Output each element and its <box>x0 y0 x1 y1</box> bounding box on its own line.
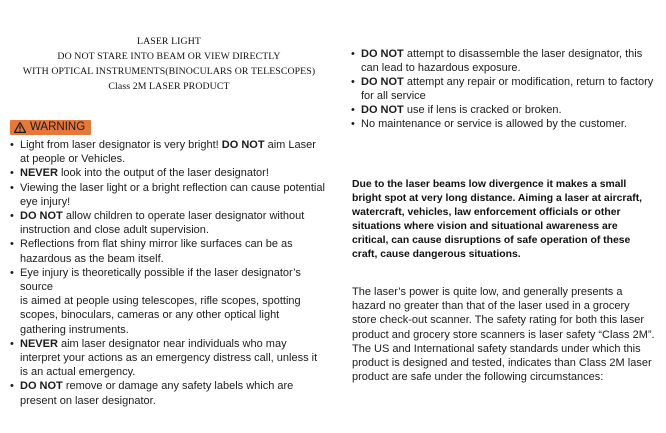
service-list <box>349 47 659 132</box>
list-item-continuation: is aimed at people using telescopes, rifle scopes, spotting scopes, binoculars, cameras or any other optical light gathering instruments. <box>20 295 301 336</box>
list-item: • DO NOT attempt any repair or modification, return to factory for all service <box>349 75 659 103</box>
laser-caution-label <box>10 34 328 94</box>
warning-list <box>10 138 328 408</box>
power-paragraph: The laser’s power is quite low, and generally presents a hazard no greater than that of the laser used in a grocery store check-out scanner. The safety rating for both this laser product and grocery store scanners is laser safety “Class 2M”. The US and International safety standards under which this product is designed and tested, indicates than Class 2M laser product are safe under the following circumstances: <box>352 286 655 384</box>
divergence-paragraph: Due to the laser beams low divergence it makes a small bright spot at very long distance. Aiming a laser at aircraft, watercraft, vehicles, law enforcement officials or other situations where vision and situational awareness are critical, can cause disruptions of safe operation of these craft, cause dangerous situations. <box>352 179 643 260</box>
caution-line-1: LASER LIGHT <box>137 36 201 47</box>
list-item: • NEVER look into the output of the laser designator! <box>10 166 328 180</box>
list-item: • DO NOT attempt to disassemble the laser designator, this can lead to hazardous exposure. <box>349 47 659 75</box>
left-column <box>10 34 328 407</box>
list-item: • Viewing the laser light or a bright reflection can cause potential eye injury! <box>10 181 328 209</box>
list-item: • Light from laser designator is very bright! DO NOT aim Laser at people or Vehicles. <box>10 138 328 166</box>
list-item: • DO NOT remove or damage any safety labels which are present on laser designator. <box>10 379 328 407</box>
caution-line-2: DO NOT STARE INTO BEAM OR VIEW DIRECTLY <box>57 51 281 62</box>
list-item: • No maintenance or service is allowed by the customer. <box>349 117 659 131</box>
warning-triangle-icon <box>14 122 26 133</box>
warning-label: WARNING <box>30 121 86 133</box>
warning-badge <box>10 120 91 135</box>
caution-line-4: Class 2M LASER PRODUCT <box>108 81 230 92</box>
caution-line-3: WITH OPTICAL INSTRUMENTS(BINOCULARS OR TELESCOPES) <box>22 66 316 77</box>
list-item: • NEVER aim laser designator near individuals who may interpret your actions as an emergency distress call, unless it is an actual emergency. <box>10 337 328 380</box>
list-item: • DO NOT allow children to operate laser designator without instruction and close adult supervision. <box>10 209 328 237</box>
list-item: • Reflections from flat shiny mirror like surfaces can be as hazardous as the beam itself. <box>10 237 328 265</box>
list-item: • DO NOT use if lens is cracked or broken. <box>349 103 659 117</box>
list-item: • Eye injury is theoretically possible if the laser designator’s source <box>10 266 328 294</box>
